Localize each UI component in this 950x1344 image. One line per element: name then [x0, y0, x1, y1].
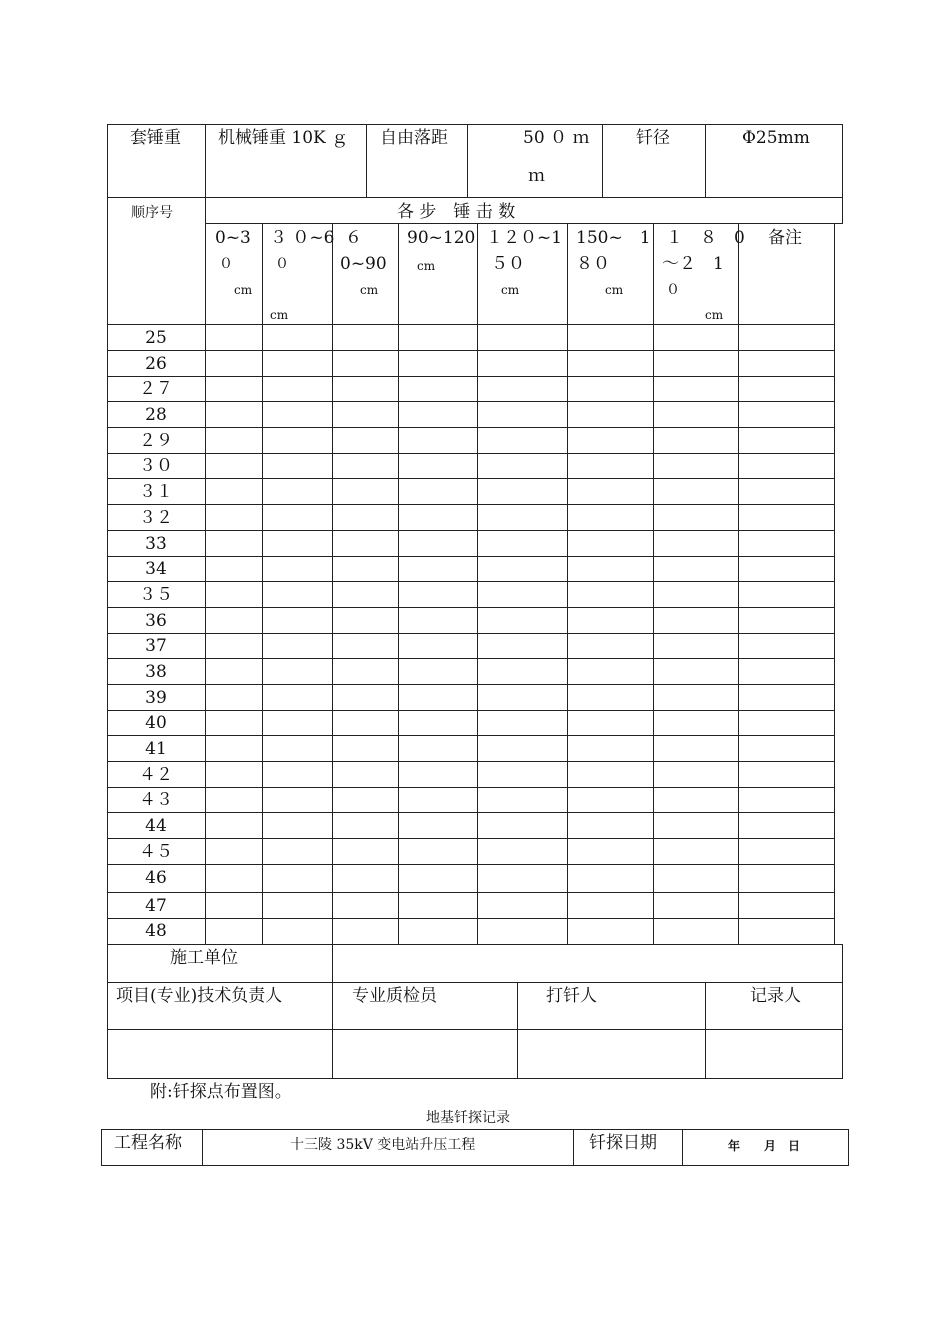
second-table-title: 地基钎探记录 — [426, 1110, 510, 1126]
divider — [107, 581, 835, 582]
col-header-1b: ０ — [219, 256, 233, 272]
rod-value: Φ25mm — [742, 128, 810, 148]
divider — [107, 982, 843, 983]
divider — [202, 1129, 203, 1166]
row-number: ３０ — [139, 456, 173, 476]
divider — [842, 198, 843, 224]
row-number: ３１ — [139, 482, 173, 502]
divider — [332, 944, 333, 1079]
row-number: 41 — [145, 739, 167, 759]
date-value: 年 月 日 — [728, 1139, 801, 1153]
divider — [107, 478, 835, 479]
col-header-7: １ ８ 0 — [666, 228, 745, 248]
row-number: 26 — [145, 354, 167, 374]
construction-unit-label: 施工单位 — [170, 948, 238, 968]
hammer-label: 套锤重 — [130, 128, 181, 148]
divider — [107, 607, 835, 608]
divider — [107, 787, 835, 788]
row-number: ２９ — [139, 431, 173, 451]
tech-lead-label: 项目(专业)技术负责人 — [116, 986, 283, 1006]
quality-inspector-label: 专业质检员 — [352, 986, 437, 1006]
divider — [107, 350, 835, 351]
col-header-4: 90~120 — [407, 228, 476, 248]
row-number: 25 — [145, 328, 167, 348]
divider — [467, 124, 468, 198]
divider — [602, 124, 603, 198]
row-number: 40 — [145, 713, 167, 733]
row-number: ４５ — [139, 842, 173, 862]
rod-label: 钎径 — [636, 128, 670, 148]
divider — [107, 838, 835, 839]
project-label: 工程名称 — [114, 1133, 182, 1153]
row-number: 36 — [145, 611, 167, 631]
divider — [107, 427, 835, 428]
row-number: 28 — [145, 405, 167, 425]
divider — [107, 504, 835, 505]
drop-value-unit: ｍ — [528, 166, 545, 186]
divider — [107, 376, 835, 377]
divider — [107, 324, 835, 325]
col-header-4-unit: cm — [417, 259, 436, 273]
col-header-2: ３ ０~6 — [270, 228, 335, 248]
row-number: ４３ — [139, 790, 173, 810]
row-number: 34 — [145, 559, 167, 579]
col-header-1: 0~3 — [215, 228, 251, 248]
row-number: 39 — [145, 688, 167, 708]
divider — [107, 761, 835, 762]
divider — [107, 735, 835, 736]
drop-label: 自由落距 — [380, 128, 448, 148]
divider — [107, 812, 835, 813]
col-header-2b: ０ — [275, 256, 289, 272]
divider — [107, 401, 835, 402]
project-value: 十三陵 35kV 变电站升压工程 — [290, 1137, 476, 1153]
col-header-6: 150~ 1 — [576, 228, 651, 248]
divider — [107, 892, 835, 893]
divider — [332, 223, 333, 945]
row-number: ２７ — [139, 379, 173, 399]
divider — [107, 658, 835, 659]
row-number: 33 — [145, 534, 167, 554]
divider — [205, 124, 206, 224]
divider — [107, 710, 835, 711]
col-header-5b: ５０ — [491, 254, 525, 274]
divider — [107, 453, 835, 454]
steps-label: 各 步 锤 击 数 — [397, 202, 516, 222]
col-header-2-unit: cm — [270, 308, 289, 322]
divider — [738, 223, 739, 945]
row-number: 47 — [145, 896, 167, 916]
row-number: ３５ — [139, 585, 173, 605]
col-header-3-unit: cm — [360, 283, 379, 297]
col-header-7-unit: cm — [705, 308, 724, 322]
divider — [107, 556, 835, 557]
row-number: 37 — [145, 636, 167, 656]
remark-label: 备注 — [768, 228, 802, 248]
col-header-1-unit: cm — [234, 283, 253, 297]
driller-label: 打钎人 — [546, 986, 597, 1006]
divider — [205, 223, 206, 945]
drop-value: 50 ０ ｍ — [523, 128, 590, 148]
col-header-5-unit: cm — [501, 283, 520, 297]
divider — [653, 223, 654, 945]
divider — [262, 223, 263, 945]
grid-right-border — [834, 223, 835, 945]
divider — [107, 918, 835, 919]
divider — [398, 223, 399, 945]
divider — [705, 982, 706, 1079]
col-header-7c: ０ — [666, 282, 680, 298]
row-number: ４２ — [139, 765, 173, 785]
row-number: 38 — [145, 662, 167, 682]
divider — [107, 1029, 843, 1030]
divider — [205, 223, 843, 224]
row-number: 46 — [145, 868, 167, 888]
divider — [567, 223, 568, 945]
col-header-7b: ～２ 1 — [662, 254, 724, 274]
recorder-label: 记录人 — [750, 986, 801, 1006]
col-header-3b: 0~90 — [340, 254, 387, 274]
date-label: 钎探日期 — [589, 1133, 657, 1153]
seq-label: 顺序号 — [131, 205, 173, 221]
divider — [107, 633, 835, 634]
hammer-value: 机械锤重 10K ｇ — [218, 128, 349, 148]
divider — [705, 124, 706, 198]
divider — [682, 1129, 683, 1166]
divider — [573, 1129, 574, 1166]
col-header-6-unit: cm — [605, 283, 624, 297]
col-header-5: １２０~1 — [486, 228, 563, 248]
col-header-6b: ８０ — [576, 254, 610, 274]
row-number: ３２ — [139, 508, 173, 528]
divider — [517, 982, 518, 1079]
divider — [107, 530, 835, 531]
divider — [477, 223, 478, 945]
row-number: 48 — [145, 921, 167, 941]
col-header-3: ６ — [345, 228, 362, 248]
row-number: 44 — [145, 816, 167, 836]
divider — [366, 124, 367, 198]
divider — [107, 684, 835, 685]
attachment-note: 附:钎探点布置图。 — [150, 1082, 292, 1102]
divider — [107, 864, 835, 865]
